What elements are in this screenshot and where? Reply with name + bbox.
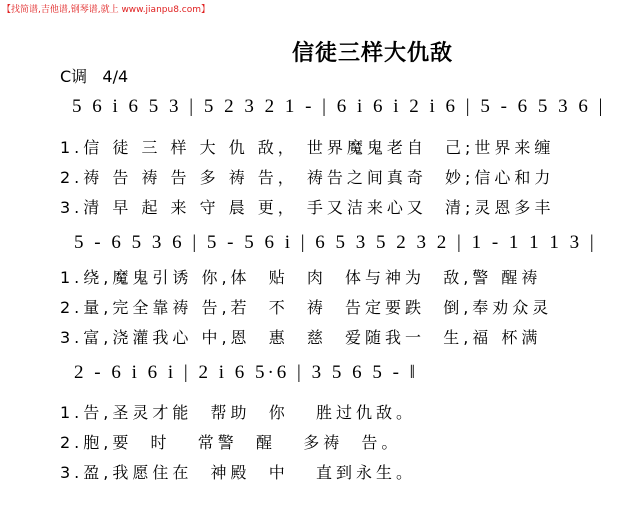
site-banner[interactable]: 【找简谱,吉他谱,钢琴谱,就上 www.jianpu8.com】 [2,5,211,15]
lyric-line: 3.盈,我愿住在 神殿 中 直到永生。 [60,463,416,482]
notation-line-2: 5 - 6 5 3 6 | 5 - 5 6 i | 6 5 3 5 2 3 2 | 1 - 1 1 1 3 | [74,232,597,253]
notation-line-1: 5 6 i 6 5 3 | 5 2 3 2 1 - | 6 i 6 i 2 i 6 | 5 - 6 5 3 6 | [72,96,606,117]
lyric-line: 1.信 徒 三 样 大 仇 敌， 世界魔鬼老自 己;世界来缠 [60,138,555,157]
lyric-line: 1.告,圣灵才能 帮助 你 胜过仇敌。 [60,403,416,422]
notation-line-3: 2 - 6 i 6 i | 2 i 6 5·6 | 3 5 6 5 - ‖ [74,362,419,383]
lyric-line: 3.清 早 起 来 守 晨 更， 手又洁来心又 清;灵恩多丰 [60,198,555,217]
key-signature: C调 4/4 [60,67,129,86]
song-title: 信徒三样大仇敌 [292,41,454,66]
lyric-line: 2.量,完全靠祷 告,若 不 祷 告定要跌 倒,奉劝众灵 [60,298,553,317]
lyric-line: 1.绕,魔鬼引诱 你,体 贴 肉 体与神为 敌,警 醒祷 [60,268,542,287]
lyric-line: 3.富,浇灌我心 中,恩 惠 慈 爱随我一 生,福 杯满 [60,328,542,347]
lyric-line: 2.胞,要 时 常警 醒 多祷 告。 [60,433,402,452]
lyric-line: 2.祷 告 祷 告 多 祷 告， 祷告之间真奇 妙;信心和力 [60,168,555,187]
